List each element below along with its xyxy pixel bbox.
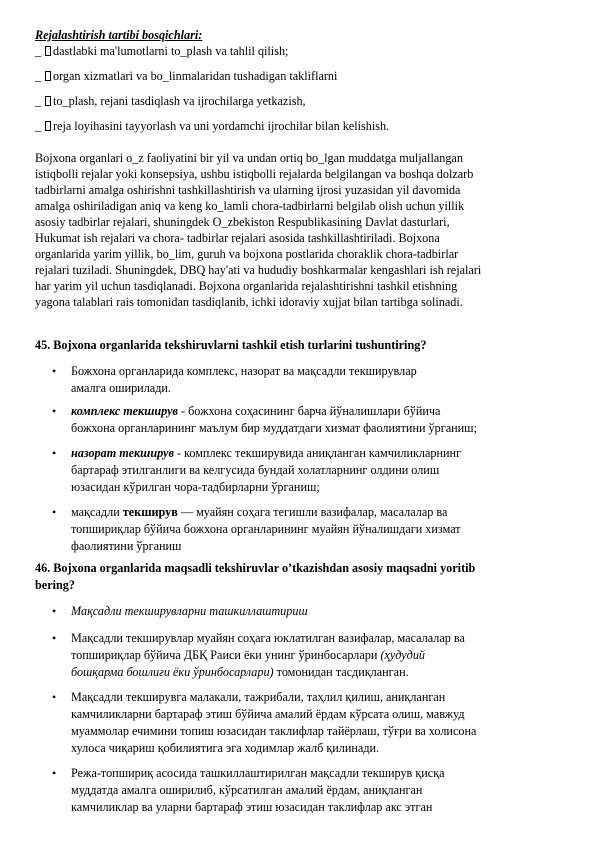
paragraph-line: amalga oshiriladigan aniq va keng ko_lamli chora-tadbirlarni belgilab olish uchun yillik [35, 199, 465, 213]
dash-marker: _ [35, 69, 42, 83]
paragraph-line: Hukumat ish rejalari va chora- tadbirlar rejalari asosida tashkillashtiriladi. Bojxona [35, 231, 440, 245]
list-item-line: юзасидан кўрилган чора-тадбирларни ўрганиш; [71, 480, 320, 494]
list-item-line: фаолиятини ўрганиш [71, 539, 182, 553]
checkbox-glyph-icon [45, 121, 51, 131]
term-inspection: текширув [122, 505, 178, 519]
list-item-line: Мақсадли текширувга малакали, тажрибали, таҳлил қилиш, аниқланган [71, 690, 446, 704]
step-item: _ reja loyihasini tayyorlash va uni yordamchi ijrochilar bilan kelishish. [35, 119, 390, 133]
bullet-icon: • [52, 604, 57, 618]
paragraph-line: asosiy tadbirlar rejalari, shuningdek O_zbekiston Respublikasining Davlat dasturlari, [35, 215, 450, 229]
list-item-line: Мақсадли текширувлар муайян соҳага юклатилган вазифалар, масалалар ва [71, 631, 465, 645]
term-complex-inspection: комплекс текширув [71, 404, 178, 418]
list-item-line: Мақсадли текширувларни ташкиллаштириш [71, 604, 308, 618]
list-item-line: бартараф этилганлиги ва келгусида бундай холатларнинг олдини олиш [71, 463, 440, 477]
bullet-icon: • [52, 766, 57, 780]
list-item-line: бошқарма бошлиғи ёки ўринбосарлари) томонидан тасдиқланган. [71, 665, 409, 679]
bullet-icon: • [52, 690, 57, 704]
paragraph-line: rejalari tuziladi. Shuningdek, DBQ hay'ati va hududiy boshkarmalar kengashlari ish rejalari [35, 263, 482, 277]
list-item-line: мақсадли текширув — муайян соҳага тегишли вазифалар, масалалар ва [71, 505, 448, 519]
section-heading: Rejalashtirish tartibi bosqichlari: [35, 28, 203, 42]
dash-marker: _ [35, 94, 42, 108]
list-item-line: Режа-топшириқ асосида ташкиллаштирилган мақсадли текширув қисқа [71, 766, 445, 780]
bullet-icon: • [52, 631, 57, 645]
paragraph-line: tadbirlarni amalga oshirishni tashkillashtirish va ularning ijrosi yuzasidan yil davomida [35, 183, 461, 197]
paragraph-line: har yarim yil uchun tasdiqlanadi. Bojxona organlarida rejalashtirishni tashkil etishning [35, 279, 458, 293]
bullet-icon: • [52, 364, 57, 378]
step-item: _ organ xizmatlari va bo_linmalaridan tushadigan takliflarni [35, 69, 338, 83]
section-45-title: 45. Bojxona organlarida tekshiruvlarni tashkil etish turlarini tushuntiring? [35, 338, 427, 352]
paragraph-line: istiqbolli rejalar yoki konsepsiya, ushbu istiqbolli rejalarda belgilangan va boshqa dolzarb [35, 167, 474, 181]
step-item: _ to_plash, rejani tasdiqlash va ijrochilarga yetkazish, [35, 94, 306, 108]
paragraph-line: Bojxona organlari o_z faoliyatini bir yil va undan ortiq bo_lgan muddatga muljallangan [35, 151, 463, 165]
list-item-line: топшириқлар бўйича божхона органларининг муайян йўналишдаги хизмат [71, 522, 461, 536]
list-item-line: камчиликларни бартараф этиш бўйича амалий ёрдам кўрсата олиш, мавжуд [71, 707, 465, 721]
bullet-icon: • [52, 505, 57, 519]
checkbox-glyph-icon [45, 96, 51, 106]
bullet-icon: • [52, 446, 57, 460]
list-item-line: амалга оширилади. [71, 381, 171, 395]
list-item-line: хулоса чиқариш қобилиятига эга ходимлар жалб қилинади. [71, 741, 380, 755]
step-item: _ dastlabki ma'lumotlarni to_plash va tahlil qilish; [35, 44, 289, 58]
checkbox-glyph-icon [45, 71, 51, 81]
paragraph-line: organlarida yarim yillik, bo_lim, guruh va bojxona postlarida choraklik chora-tadbirlar [35, 247, 459, 261]
dash-marker: _ [35, 119, 42, 133]
bullet-icon: • [52, 404, 57, 418]
list-item-line: Божхона органларида комплекс, назорат ва мақсадли текширувлар [71, 364, 417, 378]
list-item-line: назорат текширув - комплекс текширувида аниқланган камчиликларнинг [71, 446, 462, 460]
list-item-line: топшириқлар бўйича ДБҚ Раиси ёки унинг ўринбосарлари (ҳудудий [71, 648, 426, 662]
list-item-line: комплекс текширув - божхона соҳасининг барча йўналишлари бўйича [71, 404, 441, 418]
checkbox-glyph-icon [45, 46, 51, 56]
list-item-line: камчиликлар ва уларни бартараф этиш юзасидан таклифлар акс этган [71, 800, 433, 814]
paragraph-line: yagona talablari rais tomonidan tasdiqlanib, ichki idoraviy xujjat bilan tartibga solinadi. [35, 295, 463, 309]
list-item-line: божхона органларининг маълум бир муддатдаги хизмат фаолиятини ўрганиш; [71, 421, 477, 435]
section-46-title: bering? [35, 578, 75, 592]
list-item-line: муддатда амалга оширилиб, кўрсатилган амалий ёрдам, аниқланган [71, 783, 423, 797]
section-46-title: 46. Bojxona organlarida maqsadli tekshiruvlar o’tkazishdan asosiy maqsadni yoritib [35, 561, 476, 575]
term-control-inspection: назорат текширув [71, 446, 174, 460]
dash-marker: _ [35, 44, 42, 58]
list-item-line: муаммолар ечимини топиш юзасидан таклифлар тайёрлаш, тўғри ва холисона [71, 724, 477, 738]
